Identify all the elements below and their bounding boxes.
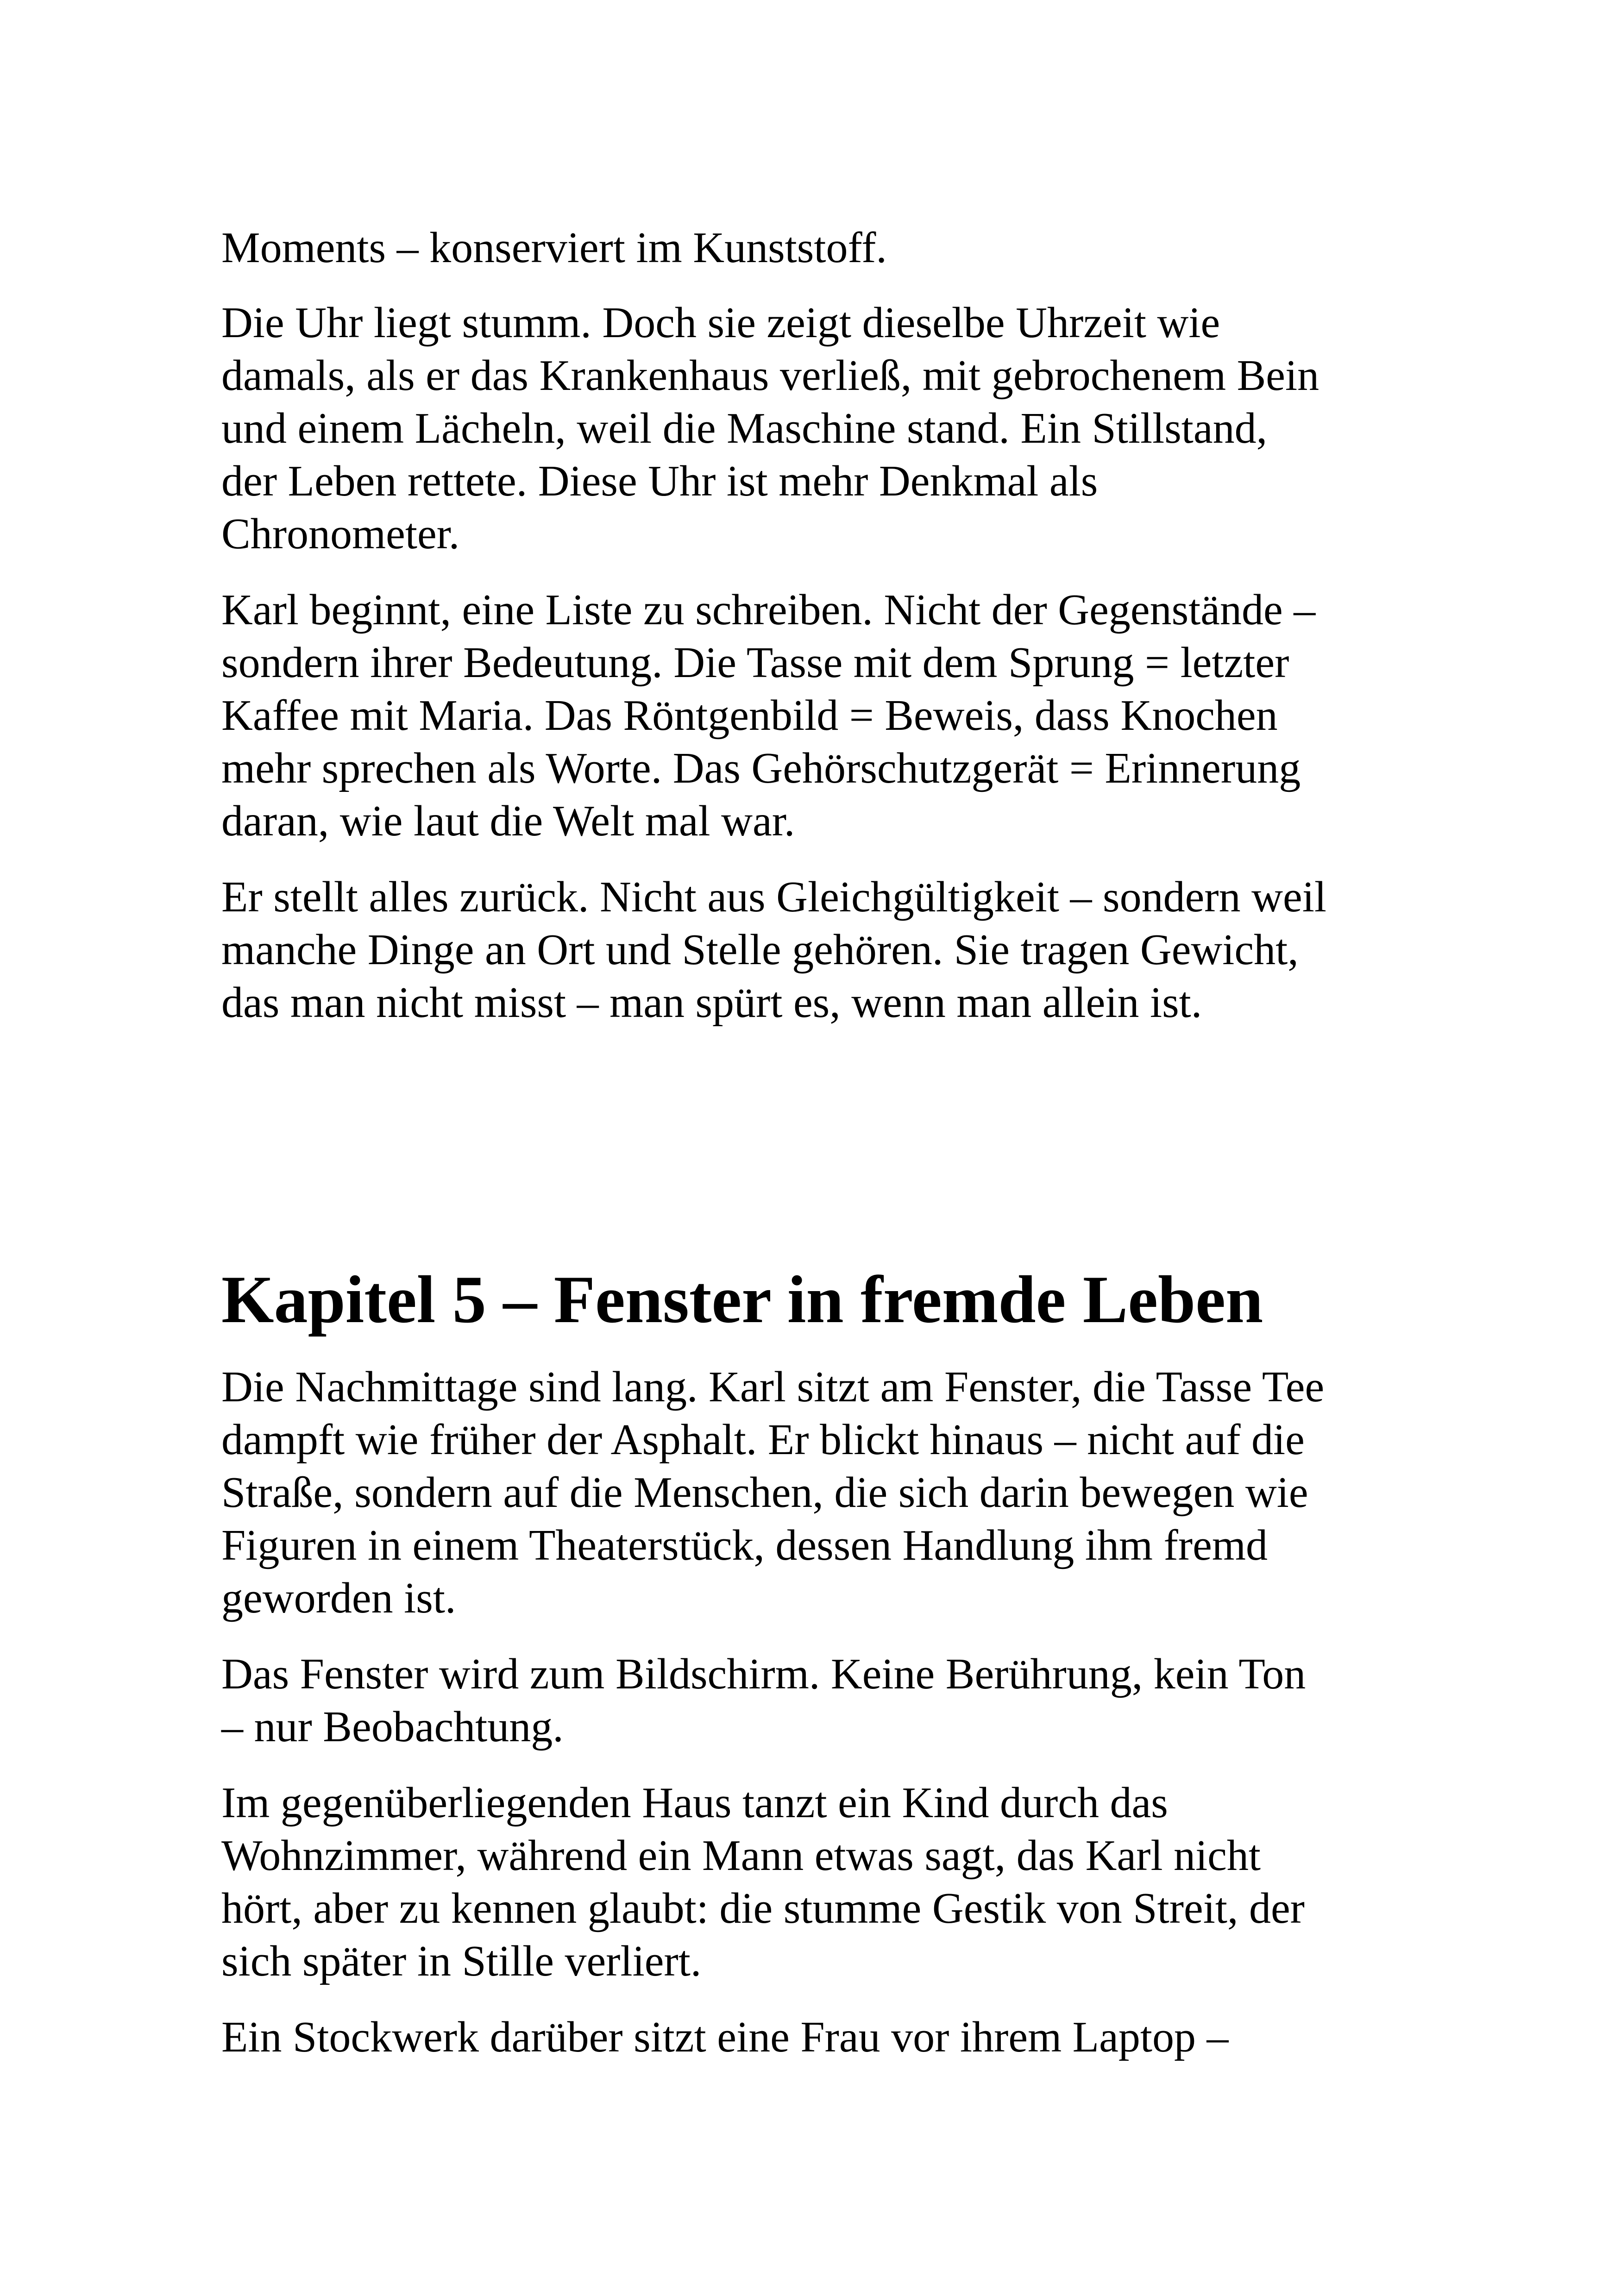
text-line: damals, als er das Krankenhaus verließ, mit gebrochenem Bein	[221, 351, 1319, 400]
text-line: Moments – konserviert im Kunststoff.	[221, 224, 887, 272]
text-line: Das Fenster wird zum Bildschirm. Keine Berührung, kein Ton	[221, 1650, 1306, 1698]
paragraph	[221, 871, 1407, 1029]
paragraph-text	[221, 221, 1407, 274]
paragraph	[221, 1776, 1407, 1988]
text-line: geworden ist.	[221, 1574, 456, 1622]
text-line: Die Nachmittage sind lang. Karl sitzt am Fenster, die Tasse Tee	[221, 1363, 1325, 1411]
paragraph-text	[221, 2011, 1407, 2064]
text-line: mehr sprechen als Worte. Das Gehörschutzgerät = Erinnerung	[221, 744, 1301, 792]
text-line: hört, aber zu kennen glaubt: die stumme Gestik von Streit, der	[221, 1884, 1305, 1932]
text-line: daran, wie laut die Welt mal war.	[221, 797, 795, 845]
text-line: Kaffee mit Maria. Das Röntgenbild = Beweis, dass Knochen	[221, 691, 1278, 740]
text-line: Straße, sondern auf die Menschen, die sich darin bewegen wie	[221, 1468, 1308, 1517]
text-line: Chronometer.	[221, 510, 460, 558]
text-line: Die Uhr liegt stumm. Doch sie zeigt dieselbe Uhrzeit wie	[221, 299, 1220, 347]
text-line: Ein Stockwerk darüber sitzt eine Frau vor ihrem Laptop –	[221, 2013, 1229, 2061]
text-line: Er stellt alles zurück. Nicht aus Gleichgültigkeit – sondern weil	[221, 873, 1326, 921]
paragraph	[221, 583, 1407, 847]
paragraph-text	[221, 583, 1407, 847]
paragraph	[221, 221, 1407, 274]
text-line: dampft wie früher der Asphalt. Er blickt hinaus – nicht auf die	[221, 1416, 1305, 1464]
text-line: das man nicht misst – man spürt es, wenn man allein ist.	[221, 979, 1202, 1027]
paragraph-text	[221, 1648, 1407, 1753]
paragraph	[221, 296, 1407, 560]
text-line: Figuren in einem Theaterstück, dessen Handlung ihm fremd	[221, 1521, 1268, 1569]
paragraph-text	[221, 871, 1407, 1029]
paragraph	[221, 2011, 1407, 2064]
text-line: – nur Beobachtung.	[221, 1703, 564, 1751]
text-line: manche Dinge an Ort und Stelle gehören. Sie tragen Gewicht,	[221, 926, 1299, 974]
text-line: Wohnzimmer, während ein Mann etwas sagt, das Karl nicht	[221, 1832, 1261, 1880]
paragraph-text	[221, 1776, 1407, 1988]
text-line: sondern ihrer Bedeutung. Die Tasse mit dem Sprung = letzter	[221, 639, 1289, 687]
text-line: der Leben rettete. Diese Uhr ist mehr Denkmal als	[221, 457, 1098, 505]
paragraph	[221, 1361, 1407, 1625]
text-line: Karl beginnt, eine Liste zu schreiben. Nicht der Gegenstände –	[221, 586, 1316, 634]
paragraph-text	[221, 1361, 1407, 1625]
text-line: und einem Lächeln, weil die Maschine stand. Ein Stillstand,	[221, 404, 1268, 452]
paragraph	[221, 1648, 1407, 1753]
text-line: sich später in Stille verliert.	[221, 1937, 702, 1985]
text-line: Im gegenüberliegenden Haus tanzt ein Kind durch das	[221, 1779, 1168, 1827]
chapter-heading: Kapitel 5 – Fenster in fremde Leben	[221, 1262, 1263, 1337]
paragraph-text	[221, 296, 1407, 560]
